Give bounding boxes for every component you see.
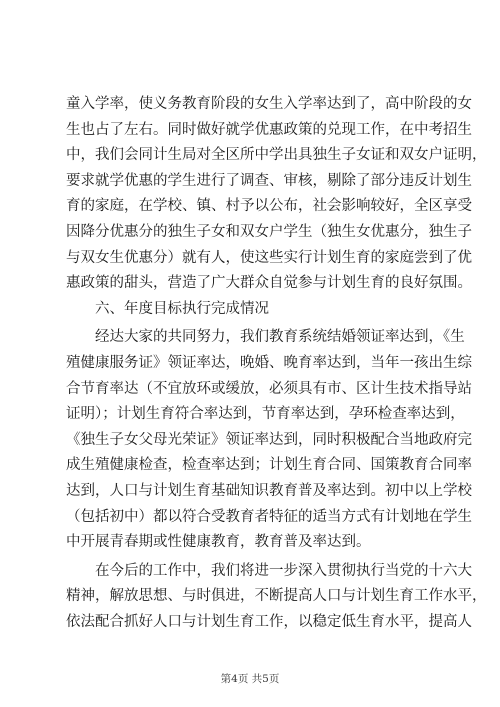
text-line: 精神，解放思想、与时俱进，不断提高人口与计划生育工作水平， (66, 588, 487, 605)
text-line: 要求就学优惠的学生进行了调查、审核，剔除了部分违反计划生 (66, 172, 472, 189)
text-line: 达到，人口与计划生育基础知识教育普及率达到。初中以上学校 (66, 482, 472, 499)
text-line: 殖健康服务证》领证率达，晚婚、晚育率达到，当年一孩出生综 (66, 354, 472, 371)
page-footer (0, 671, 500, 686)
section-heading-text: 六、年度目标执行完成情况 (95, 300, 269, 317)
text-line: 育的家庭，在学校、镇、村予以公布，社会影响较好，全区享受 (66, 198, 472, 215)
text-line: 生也占了左右。同时做好就学优惠政策的兑现工作，在中考招生 (66, 121, 472, 138)
text-line: 因降分优惠分的独生子女和双女户学生（独生女优惠分，独生子 (66, 223, 472, 240)
text-line: 在今后的工作中，我们将进一步深入贯彻执行当党的十六大 (95, 562, 472, 579)
text-line: 依法配合抓好人口与计划生育工作，以稳定低生育水平，提高人 (66, 613, 472, 630)
text-line: 惠政策的甜头，营造了广大群众自觉参与计划生育的良好氛围。 (66, 275, 472, 292)
text-line: 中开展青春期或性健康教育，教育普及率达到。 (66, 534, 371, 551)
text-line: 《独生子女父母光荣证》领证率达到，同时积极配合当地政府完 (66, 431, 472, 448)
text-line: （包括初中）都以符合受教育者特征的适当方式有计划地在学生 (66, 508, 472, 525)
text-line: 中，我们会同计生局对全区所中学出具独生子女证和双女户证明， (66, 147, 487, 164)
paragraph-4 (66, 559, 487, 636)
text-line: 经达大家的共同努力，我们教育系统结婚领证率达到，《生 (95, 329, 465, 346)
page-number-label: 第4页 共5页 (220, 673, 280, 685)
text-line: 证明）；计划生育符合率达到，节育率达到，孕环检查率达到， (66, 406, 465, 423)
text-line: 与双女生优惠分）就有人，使这些实行计划生育的家庭尝到了优 (66, 249, 472, 266)
text-line: 童入学率，使义务教育阶段的女生入学率达到了，高中阶段的女 (66, 96, 472, 112)
paragraph-1 (66, 92, 487, 297)
text-line: 成生殖健康检查，检查率达到；计划生育合同、国策教育合同率 (66, 457, 472, 474)
paragraph-3 (66, 325, 472, 555)
text-line: 合节育率达（不宜放环或缓放，必须具有市、区计生技术指导站 (66, 380, 472, 397)
section-heading (66, 297, 436, 323)
document-body (66, 92, 487, 635)
